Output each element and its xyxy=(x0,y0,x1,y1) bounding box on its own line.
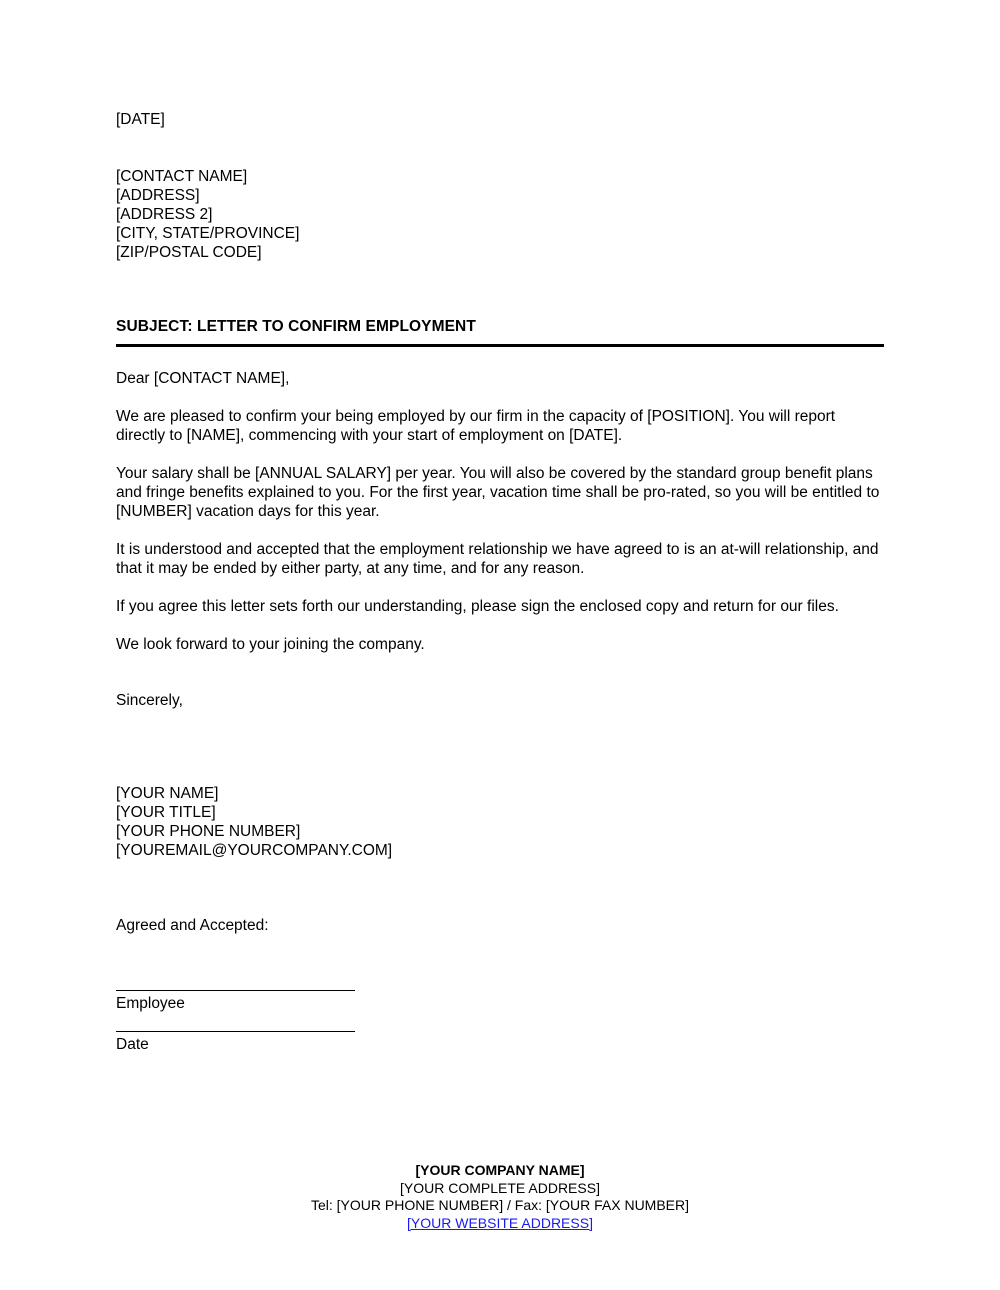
letter-date: [DATE] xyxy=(116,111,165,128)
employee-signature-line[interactable] xyxy=(116,990,355,991)
spacer-after-divider xyxy=(116,347,884,369)
recipient-address-2: [ADDRESS 2] xyxy=(116,206,213,223)
subject-heading: SUBJECT: LETTER TO CONFIRM EMPLOYMENT xyxy=(116,318,476,335)
signature-space xyxy=(116,710,884,784)
sender-email: [YOUREMAIL@YOURCOMPANY.COM] xyxy=(116,842,393,859)
employee-signature-label: Employee xyxy=(116,995,185,1012)
footer-address: [YOUR COMPLETE ADDRESS] xyxy=(400,1179,600,1196)
body-paragraph-3: It is understood and accepted that the employment relationship we have agreed to is an at-will relationship, and that it may be ended by either party, at any time, and for any reason. xyxy=(116,541,883,577)
salutation: Dear [CONTACT NAME], xyxy=(116,370,290,387)
page-footer xyxy=(0,1162,1000,1232)
recipient-contact-name: [CONTACT NAME] xyxy=(116,168,248,185)
recipient-address-block xyxy=(116,167,884,262)
recipient-postal-code: [ZIP/POSTAL CODE] xyxy=(116,244,262,261)
date-signature-label: Date xyxy=(116,1036,149,1053)
letter-body xyxy=(116,110,884,1072)
body-paragraph-4: If you agree this letter sets forth our understanding, please sign the enclosed copy and return for our files. xyxy=(116,598,839,615)
footer-contact: Tel: [YOUR PHONE NUMBER] / Fax: [YOUR FAX NUMBER] xyxy=(310,1197,690,1213)
sender-name: [YOUR NAME] xyxy=(116,785,219,802)
spacer-before-closing xyxy=(116,654,884,691)
date-signature-group xyxy=(116,1031,884,1054)
closing-salutation: Sincerely, xyxy=(116,692,183,709)
spacer-before-sign-lines xyxy=(116,935,884,990)
footer-company-name: [YOUR COMPANY NAME] xyxy=(415,1162,585,1178)
date-signature-line[interactable] xyxy=(116,1031,355,1032)
body-paragraph-5: We look forward to your joining the company. xyxy=(116,636,425,653)
recipient-address-1: [ADDRESS] xyxy=(116,187,200,204)
spacer-after-date xyxy=(116,129,884,167)
spacer-before-subject xyxy=(116,262,884,317)
spacer-after-salutation xyxy=(116,388,884,407)
spacer-before-acceptance xyxy=(116,860,884,916)
body-paragraph-2: Your salary shall be [ANNUAL SALARY] per year. You will also be covered by the standard group benefit plans and fringe benefits explained to you. For the first year, vacation time shall be pro-rated, so you will be entitled to [NUMBER] vacation days for this year. xyxy=(116,465,884,520)
employee-signature-group xyxy=(116,990,884,1013)
footer-website-link[interactable]: [YOUR WEBSITE ADDRESS] xyxy=(407,1214,593,1231)
recipient-city-state: [CITY, STATE/PROVINCE] xyxy=(116,225,300,242)
sender-title: [YOUR TITLE] xyxy=(116,804,216,821)
body-paragraph-1: We are pleased to confirm your being employed by our firm in the capacity of [POSITION]. You will report directly to [NAME], commencing with your start of employment on [DATE]. xyxy=(116,408,840,444)
sender-signature-block xyxy=(116,784,884,860)
acceptance-heading: Agreed and Accepted: xyxy=(116,917,269,934)
sender-phone: [YOUR PHONE NUMBER] xyxy=(116,823,301,840)
